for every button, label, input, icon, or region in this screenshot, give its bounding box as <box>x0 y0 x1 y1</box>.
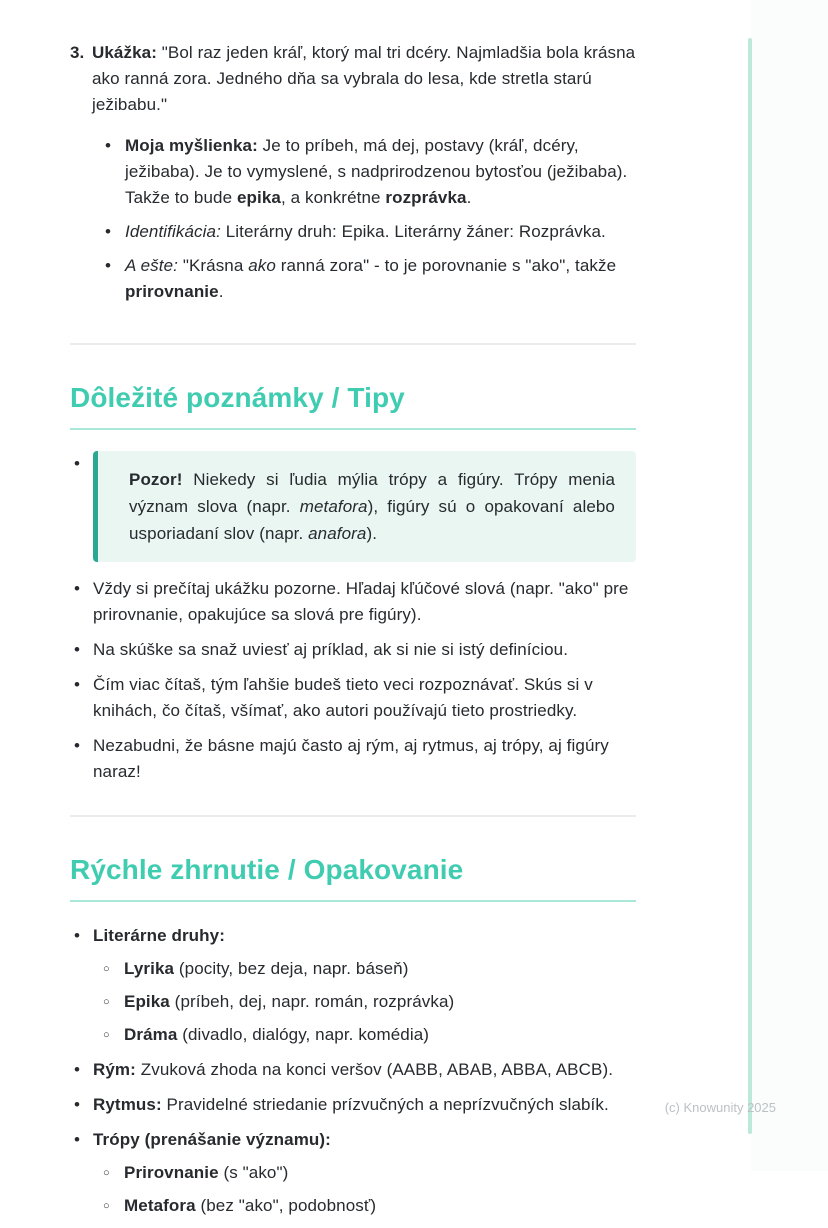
list-item <box>70 923 636 1048</box>
bullet-text: • A ešte: "Krásna ako ranná zora" - to je porovnanie s "ako", takže prirovnanie. <box>125 256 617 301</box>
callout-box <box>93 451 636 562</box>
page-right-margin <box>751 0 828 1171</box>
bullet-text: • Identifikácia: Literárny druh: Epika. Literárny žáner: Rozprávka. <box>125 222 606 241</box>
bullet-text: • Nezabudni, že básne majú často aj rým, aj rytmus, aj trópy, aj figúry naraz! <box>93 736 609 781</box>
note-content <box>70 40 636 1228</box>
list-item <box>70 1127 636 1219</box>
bullet-text: • Čím viac čítaš, tým ľahšie budeš tieto veci rozpoznávať. Skús si v knihách, čo čítaš, všímať, ako autori používajú tieto prostriedky. <box>93 675 593 720</box>
list-item <box>92 219 636 245</box>
section-divider <box>70 343 636 345</box>
list-item <box>70 637 636 663</box>
bullet-text: • Moja myšlienka: Je to príbeh, má dej, postavy (kráľ, dcéry, ježibaba). Je to vymyslené, s nadprirodzenou bytosťou (ježibaba). Takže to bude epika, a konkrétne rozprávka. <box>125 136 628 207</box>
list-item <box>70 733 636 785</box>
bullet-text: • Trópy (prenášanie významu): <box>93 1130 331 1149</box>
list-item <box>92 253 636 305</box>
list-item <box>93 1193 636 1219</box>
page-edge-accent-line <box>748 38 752 1134</box>
list-item <box>93 989 636 1015</box>
example-bullet-list <box>92 133 636 305</box>
summary-bullet-list <box>70 923 636 1219</box>
list-item <box>93 1022 636 1048</box>
bullet-text: • Literárne druhy: <box>93 926 225 945</box>
bullet-text: ○ Metafora (bez "ako", podobnosť) <box>124 1196 377 1215</box>
list-item <box>93 956 636 982</box>
bullet-text: • Na skúške sa snaž uviesť aj príklad, ak si nie si istý definíciou. <box>93 640 569 659</box>
bullet-text: ○ Prirovnanie (s "ako") <box>124 1163 289 1182</box>
list-item <box>70 576 636 628</box>
section-title-tips: Dôležité poznámky / Tipy <box>70 381 636 430</box>
tips-bullet-list <box>70 451 636 785</box>
bullet-text: ○ Epika (príbeh, dej, napr. román, rozprávka) <box>124 992 455 1011</box>
bullet-text: • Rytmus: Pravidelné striedanie prízvučných a neprízvučných slabík. <box>93 1095 609 1114</box>
list-item <box>70 1057 636 1083</box>
list-item <box>70 672 636 724</box>
list-item-callout <box>70 451 636 562</box>
list-item <box>93 1160 636 1186</box>
numbered-list-item <box>70 40 636 313</box>
bullet-text: • Rým: Zvuková zhoda na konci veršov (AABB, ABAB, ABBA, ABCB). <box>93 1060 614 1079</box>
section-title-summary: Rýchle zhrnutie / Opakovanie <box>70 853 636 902</box>
callout-text: • Pozor! Niekedy si ľudia mýlia trópy a figúry. Trópy menia význam slova (napr. metafora), figúry sú o opakovaní alebo usporiadaní slov (napr. anafora). <box>129 470 615 543</box>
list-item <box>70 1092 636 1118</box>
list-item-number: 3. <box>70 43 85 62</box>
sub-bullet-list <box>93 1160 636 1219</box>
example-paragraph: Ukážka: "Bol raz jeden kráľ, ktorý mal tri dcéry. Najmladšia bola krásna ako ranná zora. Jedného dňa sa vybrala do lesa, kde stretla starú ježibabu." <box>92 43 636 114</box>
bullet-text: ○ Dráma (divadlo, dialógy, napr. komédia) <box>124 1025 430 1044</box>
section-divider <box>70 815 636 817</box>
list-item-body <box>92 40 636 313</box>
list-item <box>92 133 636 211</box>
bullet-text: • Vždy si prečítaj ukážku pozorne. Hľadaj kľúčové slová (napr. "ako" pre prirovnanie, opakujúce sa slová pre figúry). <box>93 579 629 624</box>
copyright-footer: (c) Knowunity 2025 <box>664 1100 776 1115</box>
bullet-text: ○ Lyrika (pocity, bez deja, napr. báseň) <box>124 959 409 978</box>
sub-bullet-list <box>93 956 636 1048</box>
